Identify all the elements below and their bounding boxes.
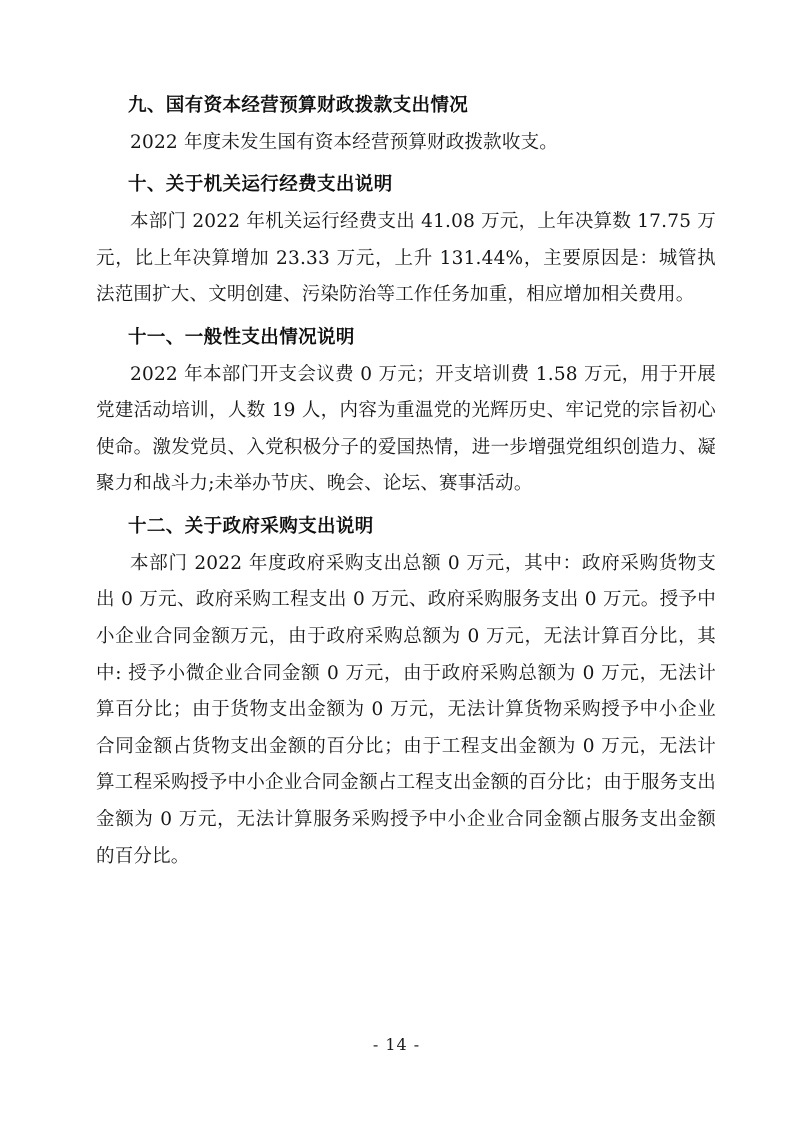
section-ten-paragraph-1: 本部门 2022 年机关运行经费支出 41.08 万元，上年决算数 17.75 万元，比上年决算增加 23.33 万元，上升 131.44%，主要原因是：城管执法范围扩大、文明创建、污染防治等工作任务加重，相应增加相关费用。 bbox=[96, 210, 716, 306]
section-twelve-paragraph-1: 本部门 2022 年度政府采购支出总额 0 万元，其中：政府采购货物支出 0 万元、政府采购工程支出 0 万元、政府采购服务支出 0 万元。授予中小企业合同金额万元，由于政府采购总额为 0 万元，无法计算百分比，其中: 授予小微企业合同金额 0 万元，由于政府采购总额为 0 万元，无法计算百分比；由于货物支出金额为 0 万元，无法计算货物采购授予中小企业合同金额占货物支出金额的百分比；由于工程支出金额为 0 万元，无法计算工程采购授予中小企业合同金额占工程支出金额的百分比；由于服务支出金额为 0 万元，无法计算服务采购授予中小企业合同金额占服务支出金额的百分比。 bbox=[96, 552, 716, 867]
section-heading-nine: 九、国有资本经营预算财政拨款支出情况 bbox=[128, 95, 469, 116]
section-heading-eleven: 十一、一般性支出情况说明 bbox=[128, 326, 355, 348]
section-heading-ten: 十、关于机关运行经费支出说明 bbox=[128, 174, 393, 196]
section-nine-paragraph-1: 2022 年度未发生国有资本经营预算财政拨款收支。 bbox=[130, 131, 558, 153]
spacer bbox=[96, 505, 716, 513]
spacer bbox=[96, 163, 716, 171]
page-number: - 14 - bbox=[372, 1035, 421, 1054]
section-heading-twelve: 十二、关于政府采购支出说明 bbox=[128, 516, 374, 538]
section-eleven-paragraph-1: 2022 年本部门开支会议费 0 万元；开支培训费 1.58 万元，用于开展党建活动培训，人数 19 人，内容为重温党的光辉历史、牢记党的宗旨初心使命。激发党员、入党积极分子的爱国热情，进一步增强党组织创造力、凝聚力和战斗力;未举办节庆、晚会、论坛、赛事活动。 bbox=[96, 363, 716, 495]
document-body bbox=[96, 92, 716, 877]
spacer bbox=[96, 316, 716, 324]
